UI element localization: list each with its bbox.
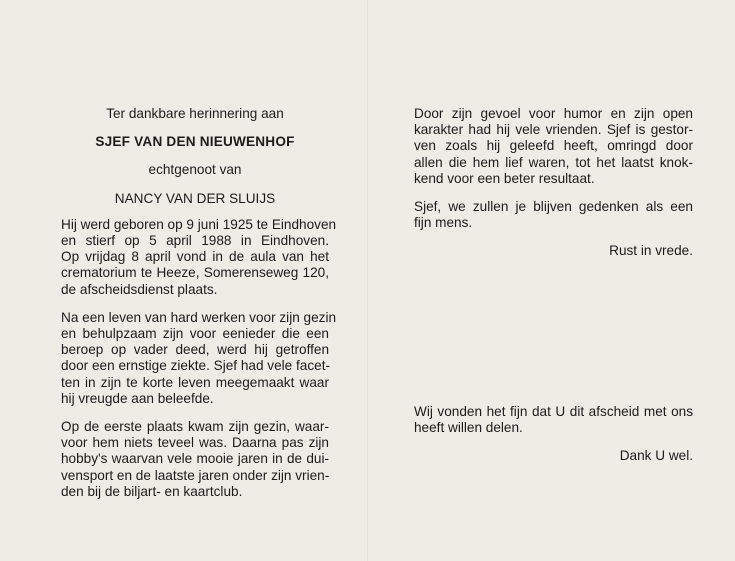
text-line: Hij werd geboren op 9 juni 1925 te Eindhoven [61, 216, 337, 232]
text-line: Op vrijdag 8 april vond in de aula van het [61, 249, 329, 265]
deceased-name: SJEF VAN DEN NIEUWENHOF [95, 134, 295, 150]
text-line: door een ernstige ziekte. Sjef had vele facet- [61, 358, 331, 374]
text-line: kend voor een beter resultaat. [414, 170, 595, 186]
thank-you: Dank U wel. [619, 448, 693, 464]
rest-in-peace: Rust in vrede. [609, 243, 693, 259]
text-line: voor hem niets teveel was. Daarna pas zijn [61, 435, 329, 451]
text-line: hobby's waarvan vele mooie jaren in de dui- [61, 451, 329, 467]
text-line: de afscheidsdienst plaats. [61, 281, 218, 297]
text-line: Na een leven van hard werken voor zijn gezin [61, 309, 337, 325]
text-line: allen die hem lief waren, tot het laatst knok- [414, 154, 693, 170]
text-line: heeft willen delen. [414, 419, 523, 435]
text-line: Op de eerste plaats kwam zijn gezin, waar- [61, 419, 329, 435]
thanks-paragraph [414, 404, 693, 436]
text-line: hij vreugde aan beleefde. [61, 390, 214, 406]
text-line: karakter had hij vele vrienden. Sjef is gestor- [414, 122, 693, 138]
text-line: ven zoals hij geleefd heeft, omringd door [414, 138, 693, 154]
text-line: beroep op vader deed, werd hij getroffen [61, 342, 329, 358]
life-paragraph [61, 216, 337, 298]
text-line: Sjef, we zullen je blijven gedenken als een [414, 199, 693, 215]
right-page [414, 106, 693, 464]
text-line: crematorium te Heeze, Somerenseweg 120, [61, 265, 329, 281]
relation-text: echtgenoot van [148, 162, 242, 178]
humor-paragraph [414, 106, 693, 187]
family-paragraph [61, 419, 329, 500]
text-line: den bij de biljart- en kaartclub. [61, 483, 243, 499]
text-line: Wij vonden het fijn dat U dit afscheid met ons [414, 403, 693, 419]
text-line: fijn mens. [414, 215, 473, 231]
text-line: vensport en de laatste jaren onder zijn vrien- [61, 467, 330, 483]
character-paragraph [61, 309, 337, 407]
text-line: ten in zijn te korte leven meegemaakt waar [61, 374, 329, 390]
spouse-name: NANCY VAN DER SLUIJS [114, 190, 276, 206]
text-line: en stierf op 5 april 1988 in Eindhoven. [61, 233, 329, 249]
text-line: en behulpzaam zijn voor eenieder die een [61, 326, 329, 342]
remembrance-paragraph [414, 199, 693, 231]
intro-text: Ter dankbare herinnering aan [106, 106, 284, 121]
left-page [61, 106, 337, 500]
text-line: Door zijn gevoel voor humor en zijn open [414, 106, 693, 121]
card-fold [367, 0, 368, 561]
